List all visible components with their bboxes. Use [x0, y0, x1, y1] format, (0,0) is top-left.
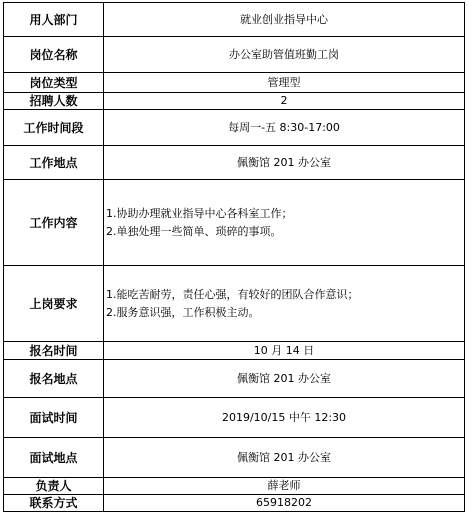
row-interview-location: [4, 438, 465, 478]
job-duties-line: 1.协助办理就业指导中心各科室工作；: [106, 206, 293, 220]
department-value: 就业创业指导中心: [104, 3, 465, 37]
contact-person-value: 薛老师: [104, 478, 465, 495]
row-position-type: [4, 73, 465, 93]
department-label: 用人部门: [4, 3, 104, 37]
requirements-line: 2.服务意识强，工作积极主动。: [106, 305, 260, 319]
work-location-value: 佩衡馆 201 办公室: [104, 146, 465, 180]
contact-info-value: 65918202: [104, 495, 465, 512]
requirements-line: 1.能吃苦耐劳，责任心强，有较好的团队合作意识；: [106, 287, 359, 301]
job-duties-label: 工作内容: [4, 180, 104, 266]
row-work-hours: [4, 110, 465, 146]
row-headcount: [4, 93, 465, 110]
row-application-location: [4, 360, 465, 398]
interview-time-label: 面试时间: [4, 398, 104, 438]
job-duties-line: 2.单独处理一些简单、琐碎的事项。: [106, 224, 282, 238]
work-location-label: 工作地点: [4, 146, 104, 180]
row-requirements: [4, 266, 465, 342]
job-duties-value: [104, 180, 465, 266]
contact-info-label: 联系方式: [4, 495, 104, 512]
requirements-label: 上岗要求: [4, 266, 104, 342]
position-name-value: 办公室助管值班勤工岗: [104, 37, 465, 73]
work-hours-label: 工作时间段: [4, 110, 104, 146]
headcount-label: 招聘人数: [4, 93, 104, 110]
row-job-duties: [4, 180, 465, 266]
application-date-value: 10 月 14 日: [104, 342, 465, 360]
interview-location-value: 佩衡馆 201 办公室: [104, 438, 465, 478]
interview-location-label: 面试地点: [4, 438, 104, 478]
application-date-label: 报名时间: [4, 342, 104, 360]
row-application-date: [4, 342, 465, 360]
position-type-label: 岗位类型: [4, 73, 104, 93]
interview-time-value: 2019/10/15 中午 12:30: [104, 398, 465, 438]
contact-person-label: 负责人: [4, 478, 104, 495]
requirements-value: [104, 266, 465, 342]
row-interview-time: [4, 398, 465, 438]
headcount-value: 2: [104, 93, 465, 110]
job-posting-table: [3, 2, 465, 512]
position-type-value: 管理型: [104, 73, 465, 93]
row-contact-person: [4, 478, 465, 495]
application-location-value: 佩衡馆 201 办公室: [104, 360, 465, 398]
row-position-name: [4, 37, 465, 73]
row-department: [4, 3, 465, 37]
position-name-label: 岗位名称: [4, 37, 104, 73]
work-hours-value: 每周一-五 8:30-17:00: [104, 110, 465, 146]
row-contact-info: [4, 495, 465, 512]
row-work-location: [4, 146, 465, 180]
application-location-label: 报名地点: [4, 360, 104, 398]
